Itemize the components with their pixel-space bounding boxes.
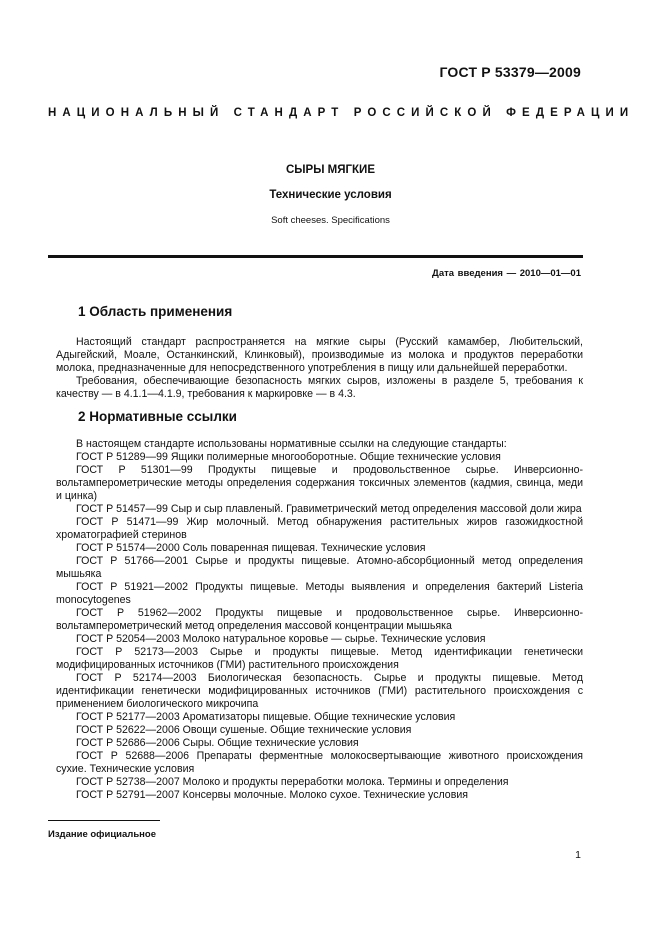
document-number: ГОСТ Р 53379—2009 <box>439 64 581 80</box>
reference-item: ГОСТ Р 51574—2000 Соль поваренная пищевая. Технические условия <box>76 542 426 554</box>
reference-item: ГОСТ Р 52173—2003 Сырье и продукты пищевые. Метод идентификации генетически модифицированных источников (ГМИ) растительного происхождения <box>56 646 583 671</box>
reference-item: ГОСТ Р 52054—2003 Молоко натуральное коровье — сырье. Технические условия <box>76 633 486 645</box>
section-1-heading: 1 Область применения <box>78 304 233 319</box>
document-title: СЫРЫ МЯГКИЕ <box>285 164 375 176</box>
section-2-intro: В настоящем стандарте использованы нормативные ссылки на следующие стандарты: <box>76 438 507 450</box>
reference-item: ГОСТ Р 51962—2002 Продукты пищевые и продовольственное сырье. Инверсионно-вольтамперометрический метод определения массовой концентрации мышьяка <box>56 607 583 632</box>
reference-item: ГОСТ Р 51921—2002 Продукты пищевые. Методы выявления и определения бактерий Listeria monocytogenes <box>56 581 583 606</box>
english-title: Soft cheeses. Specifications <box>271 215 390 226</box>
reference-item: ГОСТ Р 51457—99 Сыр и сыр плавленый. Гравиметрический метод определения массовой доли жира <box>76 503 582 515</box>
footer-divider <box>48 820 160 821</box>
reference-item: ГОСТ Р 52174—2003 Биологическая безопасность. Сырье и продукты пищевые. Метод идентификации генетически модифицированных источников (ГМИ) растительного происхождения с применением биологического микрочипа <box>56 672 583 710</box>
reference-item: ГОСТ Р 52738—2007 Молоко и продукты переработки молока. Термины и определения <box>76 776 509 788</box>
header-divider <box>48 255 583 258</box>
reference-item: ГОСТ Р 52686—2006 Сыры. Общие технические условия <box>76 737 359 749</box>
reference-item: ГОСТ Р 51766—2001 Сырье и продукты пищевые. Атомно-абсорбционный метод определения мышьяка <box>56 555 583 580</box>
reference-item: ГОСТ Р 52622—2006 Овощи сушеные. Общие технические условия <box>76 724 412 736</box>
reference-item: ГОСТ Р 51289—99 Ящики полимерные многооборотные. Общие технические условия <box>76 451 501 463</box>
official-edition-label: Издание официальное <box>48 829 156 840</box>
reference-item: ГОСТ Р 51301—99 Продукты пищевые и продовольственное сырье. Инверсионно-вольтамперометрические методы определения содержания токсичных элементов (кадмия, свинца, меди и цинка) <box>56 464 583 502</box>
national-standard-banner: НАЦИОНАЛЬНЫЙ СТАНДАРТ РОССИЙСКОЙ ФЕДЕРАЦИИ <box>48 107 635 119</box>
section-2-heading: 2 Нормативные ссылки <box>78 409 237 424</box>
section-1-body <box>56 336 583 401</box>
introduction-date: Дата введения — 2010—01—01 <box>432 268 581 279</box>
page-number: 1 <box>575 849 581 861</box>
section-1-paragraph: Настоящий стандарт распространяется на мягкие сыры (Русский камамбер, Любительский, Адыгейский, Моале, Останкинский, Клинковый), производимые из молока и продуктов переработки молока, предназначенные для непосредственного употребления в пищу или дальнейшей переработки. <box>56 336 583 374</box>
section-2-body <box>56 438 583 802</box>
section-1-paragraph: Требования, обеспечивающие безопасность мягких сыров, изложены в разделе 5, требования к качеству — в 4.1.1—4.1.9, требования к маркировке — в 4.3. <box>56 375 583 400</box>
reference-item: ГОСТ Р 51471—99 Жир молочный. Метод обнаружения растительных жиров газожидкостной хроматографией стеринов <box>56 516 583 541</box>
reference-item: ГОСТ Р 52177—2003 Ароматизаторы пищевые. Общие технические условия <box>76 711 456 723</box>
document-subtitle: Технические условия <box>269 189 392 201</box>
reference-item: ГОСТ Р 52688—2006 Препараты ферментные молокосвертывающие животного происхождения сухие. Технические условия <box>56 750 583 775</box>
reference-item: ГОСТ Р 52791—2007 Консервы молочные. Молоко сухое. Технические условия <box>76 789 468 801</box>
